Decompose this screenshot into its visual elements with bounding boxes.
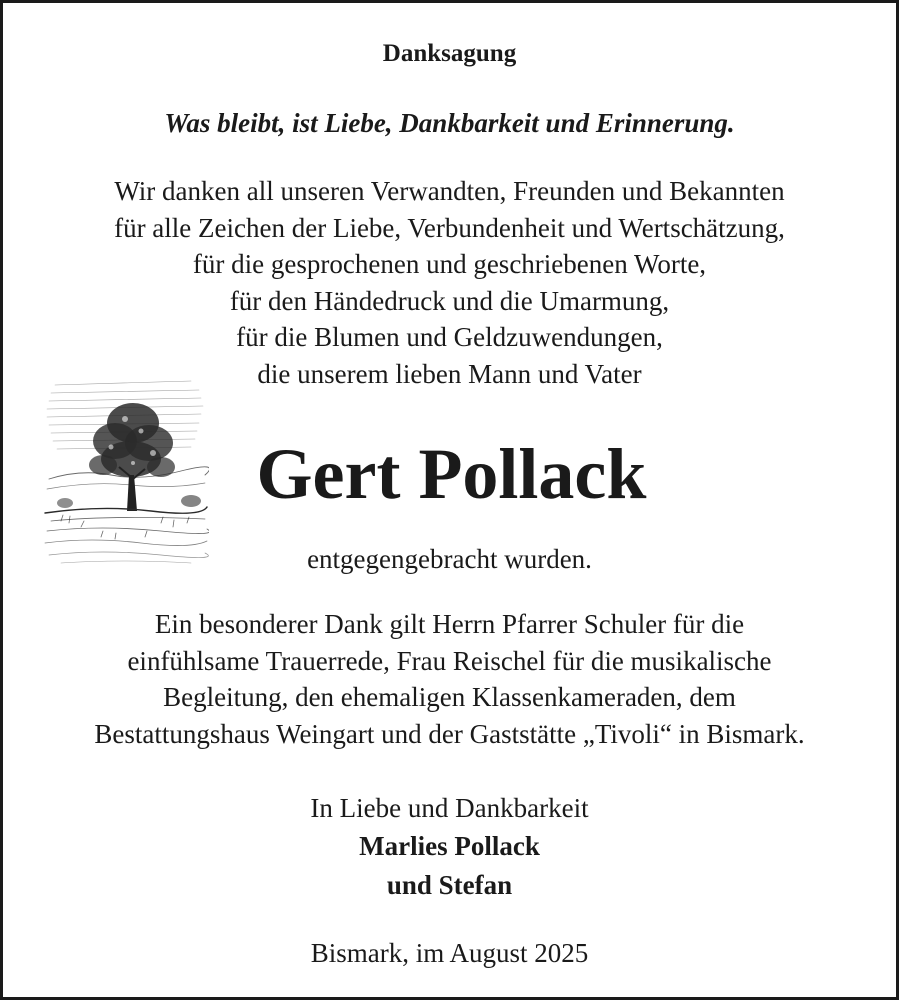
deceased-name: Gert Pollack — [256, 434, 647, 514]
after-name-line: entgegengebracht wurden. — [307, 544, 592, 574]
motto: Was bleibt, ist Liebe, Dankbarkeit und Erinnerung. — [164, 108, 735, 138]
text-line: Begleitung, den ehemaligen Klassenkameraden, dem — [163, 682, 736, 712]
signatory-name: und Stefan — [386, 870, 513, 900]
text-line: Bestattungshaus Weingart und der Gaststätte „Tivoli“ in Bismark. — [94, 718, 805, 749]
text-line: für alle Zeichen der Liebe, Verbundenheit und Wertschätzung, — [114, 212, 785, 243]
text-line: für den Händedruck und die Umarmung, — [229, 285, 670, 316]
special-thanks-paragraph — [3, 606, 896, 752]
text-line: Ein besonderer Dank gilt Herrn Pfarrer Schuler für die — [154, 609, 745, 639]
closing-phrase: In Liebe und Dankbarkeit — [310, 793, 589, 823]
thanks-paragraph — [3, 173, 896, 392]
text-line: die unserem lieben Mann und Vater — [257, 358, 642, 389]
place-and-date: Bismark, im August 2025 — [310, 938, 589, 968]
text-line: für die gesprochenen und geschriebenen Worte, — [192, 249, 707, 279]
notice-heading: Danksagung — [382, 40, 517, 67]
text-line: einfühlsame Trauerrede, Frau Reischel für die musikalische — [127, 645, 772, 676]
text-line: Wir danken all unseren Verwandten, Freunden und Bekannten — [114, 176, 785, 206]
text-line: für die Blumen und Geldzuwendungen, — [236, 322, 663, 352]
signatory-name: Marlies Pollack — [359, 831, 540, 861]
